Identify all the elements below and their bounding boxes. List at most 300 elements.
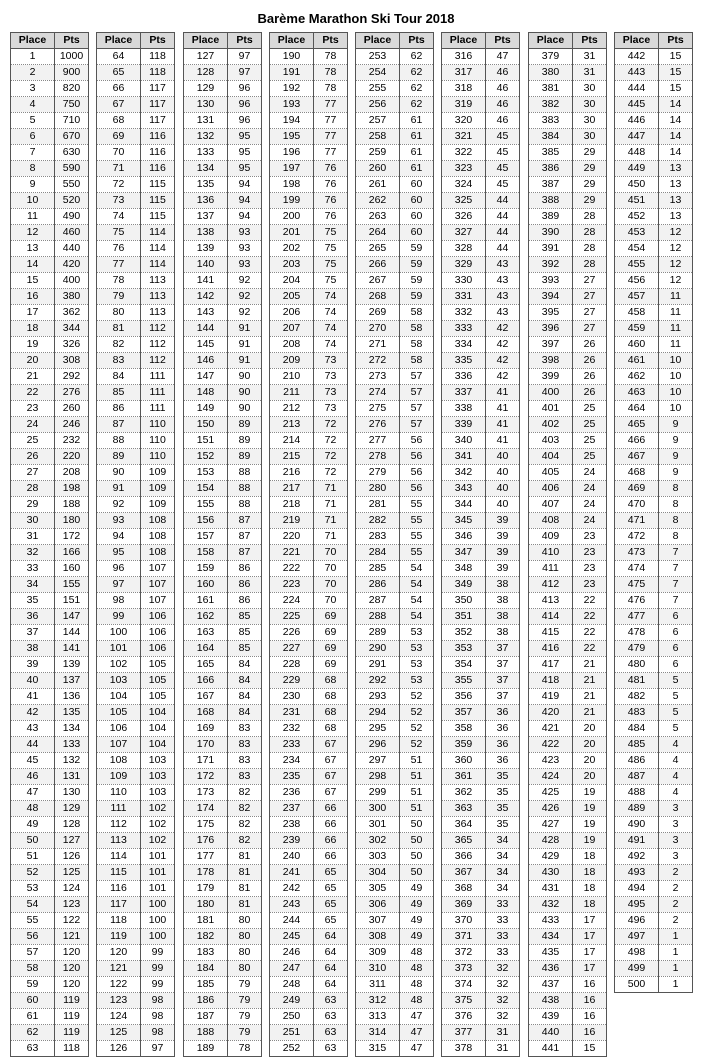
table-row xyxy=(97,657,175,673)
pts-cell: 9 xyxy=(659,465,693,481)
table-row xyxy=(11,657,89,673)
place-cell: 126 xyxy=(97,1041,141,1057)
place-cell: 392 xyxy=(529,257,573,273)
place-cell: 288 xyxy=(356,609,400,625)
pts-cell: 72 xyxy=(314,417,348,433)
pts-cell: 107 xyxy=(141,561,175,577)
pts-cell: 28 xyxy=(573,209,607,225)
place-cell: 349 xyxy=(442,577,486,593)
pts-cell: 50 xyxy=(400,849,434,865)
table-row xyxy=(97,1041,175,1057)
place-cell: 52 xyxy=(11,865,55,881)
place-cell: 371 xyxy=(442,929,486,945)
table-row xyxy=(270,673,348,689)
place-cell: 475 xyxy=(615,577,659,593)
points-table xyxy=(441,32,520,1057)
table-row xyxy=(270,769,348,785)
table-row xyxy=(529,625,607,641)
place-cell: 448 xyxy=(615,145,659,161)
place-cell: 134 xyxy=(184,161,228,177)
table-row xyxy=(184,641,262,657)
table-row xyxy=(442,737,520,753)
table-row xyxy=(184,737,262,753)
place-cell: 139 xyxy=(184,241,228,257)
pts-cell: 11 xyxy=(659,337,693,353)
pts-cell: 58 xyxy=(400,305,434,321)
place-cell: 440 xyxy=(529,1025,573,1041)
pts-cell: 91 xyxy=(228,337,262,353)
table-row xyxy=(356,385,434,401)
pts-cell: 52 xyxy=(400,737,434,753)
pts-cell: 111 xyxy=(141,401,175,417)
pts-cell: 11 xyxy=(659,305,693,321)
pts-cell: 99 xyxy=(141,977,175,993)
pts-cell: 35 xyxy=(486,785,520,801)
table-row xyxy=(356,577,434,593)
table-row xyxy=(442,801,520,817)
place-cell: 420 xyxy=(529,705,573,721)
table-column-group xyxy=(614,32,693,993)
place-cell: 19 xyxy=(11,337,55,353)
table-row xyxy=(270,705,348,721)
place-cell: 224 xyxy=(270,593,314,609)
pts-cell: 46 xyxy=(486,113,520,129)
table-row xyxy=(442,97,520,113)
table-row xyxy=(529,321,607,337)
pts-cell: 69 xyxy=(314,641,348,657)
place-cell: 306 xyxy=(356,897,400,913)
place-cell: 106 xyxy=(97,721,141,737)
pts-cell: 66 xyxy=(314,801,348,817)
place-cell: 66 xyxy=(97,81,141,97)
pts-cell: 344 xyxy=(55,321,89,337)
place-cell: 430 xyxy=(529,865,573,881)
place-cell: 81 xyxy=(97,321,141,337)
place-cell: 273 xyxy=(356,369,400,385)
table-row xyxy=(356,225,434,241)
pts-cell: 116 xyxy=(141,161,175,177)
table-row xyxy=(529,449,607,465)
pts-cell: 69 xyxy=(314,657,348,673)
pts-cell: 35 xyxy=(486,801,520,817)
table-row xyxy=(442,817,520,833)
table-row xyxy=(442,545,520,561)
pts-cell: 65 xyxy=(314,865,348,881)
pts-cell: 68 xyxy=(314,705,348,721)
pts-cell: 120 xyxy=(55,961,89,977)
place-cell: 209 xyxy=(270,353,314,369)
place-cell: 255 xyxy=(356,81,400,97)
place-cell: 488 xyxy=(615,785,659,801)
place-cell: 29 xyxy=(11,497,55,513)
table-row xyxy=(356,145,434,161)
table-row xyxy=(529,817,607,833)
table-row xyxy=(184,241,262,257)
pts-cell: 72 xyxy=(314,465,348,481)
place-cell: 482 xyxy=(615,689,659,705)
table-row xyxy=(97,241,175,257)
pts-cell: 84 xyxy=(228,705,262,721)
place-cell: 404 xyxy=(529,449,573,465)
place-cell: 83 xyxy=(97,353,141,369)
place-cell: 452 xyxy=(615,209,659,225)
place-cell: 425 xyxy=(529,785,573,801)
place-cell: 169 xyxy=(184,721,228,737)
pts-cell: 43 xyxy=(486,257,520,273)
place-cell: 424 xyxy=(529,769,573,785)
table-row xyxy=(11,497,89,513)
table-row xyxy=(615,321,693,337)
table-row xyxy=(97,97,175,113)
pts-cell: 54 xyxy=(400,609,434,625)
place-cell: 158 xyxy=(184,545,228,561)
pts-cell: 20 xyxy=(573,753,607,769)
place-cell: 202 xyxy=(270,241,314,257)
pts-cell: 127 xyxy=(55,833,89,849)
table-row xyxy=(270,897,348,913)
place-cell: 275 xyxy=(356,401,400,417)
pts-cell: 41 xyxy=(486,385,520,401)
table-row xyxy=(97,289,175,305)
place-cell: 297 xyxy=(356,753,400,769)
table-row xyxy=(615,673,693,689)
pts-cell: 84 xyxy=(228,673,262,689)
pts-cell: 15 xyxy=(659,81,693,97)
table-row xyxy=(270,1009,348,1025)
table-row xyxy=(356,609,434,625)
table-row xyxy=(356,737,434,753)
pts-cell: 70 xyxy=(314,577,348,593)
pts-cell: 9 xyxy=(659,417,693,433)
table-row xyxy=(529,913,607,929)
place-cell: 253 xyxy=(356,49,400,65)
place-cell: 326 xyxy=(442,209,486,225)
place-cell: 53 xyxy=(11,881,55,897)
pts-cell: 198 xyxy=(55,481,89,497)
table-row xyxy=(11,241,89,257)
place-cell: 7 xyxy=(11,145,55,161)
place-cell: 133 xyxy=(184,145,228,161)
table-row xyxy=(529,769,607,785)
table-row xyxy=(615,161,693,177)
table-row xyxy=(270,641,348,657)
place-cell: 477 xyxy=(615,609,659,625)
table-row xyxy=(356,977,434,993)
place-cell: 412 xyxy=(529,577,573,593)
table-row xyxy=(270,993,348,1009)
table-row xyxy=(356,769,434,785)
pts-cell: 15 xyxy=(573,1041,607,1057)
table-row xyxy=(11,1025,89,1041)
pts-cell: 89 xyxy=(228,417,262,433)
pts-cell: 51 xyxy=(400,801,434,817)
pts-cell: 62 xyxy=(400,81,434,97)
pts-cell: 10 xyxy=(659,369,693,385)
pts-cell: 28 xyxy=(573,225,607,241)
table-row xyxy=(442,513,520,529)
pts-cell: 107 xyxy=(141,577,175,593)
place-cell: 405 xyxy=(529,465,573,481)
pts-cell: 24 xyxy=(573,481,607,497)
table-row xyxy=(529,977,607,993)
table-row xyxy=(97,353,175,369)
pts-cell: 80 xyxy=(228,945,262,961)
pts-cell: 109 xyxy=(141,465,175,481)
table-row xyxy=(529,881,607,897)
pts-cell: 110 xyxy=(141,433,175,449)
place-cell: 466 xyxy=(615,433,659,449)
table-row xyxy=(615,801,693,817)
place-cell: 439 xyxy=(529,1009,573,1025)
pts-cell: 132 xyxy=(55,753,89,769)
pts-cell: 42 xyxy=(486,369,520,385)
pts-cell: 9 xyxy=(659,433,693,449)
pts-cell: 22 xyxy=(573,625,607,641)
table-row xyxy=(97,401,175,417)
table-row xyxy=(97,593,175,609)
place-cell: 494 xyxy=(615,881,659,897)
place-cell: 68 xyxy=(97,113,141,129)
table-row xyxy=(442,353,520,369)
table-row xyxy=(97,913,175,929)
place-cell: 239 xyxy=(270,833,314,849)
table-row xyxy=(184,817,262,833)
table-row xyxy=(442,81,520,97)
table-row xyxy=(615,705,693,721)
table-row xyxy=(270,913,348,929)
pts-cell: 29 xyxy=(573,177,607,193)
table-row xyxy=(615,65,693,81)
pts-cell: 105 xyxy=(141,689,175,705)
pts-cell: 172 xyxy=(55,529,89,545)
pts-cell: 37 xyxy=(486,689,520,705)
table-header-row xyxy=(184,33,262,49)
table-row xyxy=(184,177,262,193)
pts-cell: 60 xyxy=(400,193,434,209)
place-cell: 338 xyxy=(442,401,486,417)
place-cell: 270 xyxy=(356,321,400,337)
pts-cell: 51 xyxy=(400,769,434,785)
table-row xyxy=(270,481,348,497)
pts-cell: 109 xyxy=(141,497,175,513)
table-row xyxy=(356,289,434,305)
pts-cell: 20 xyxy=(573,721,607,737)
table-row xyxy=(184,65,262,81)
place-cell: 358 xyxy=(442,721,486,737)
pts-cell: 15 xyxy=(659,49,693,65)
place-cell: 171 xyxy=(184,753,228,769)
pts-cell: 42 xyxy=(486,321,520,337)
place-cell: 343 xyxy=(442,481,486,497)
place-cell: 165 xyxy=(184,657,228,673)
table-row xyxy=(184,369,262,385)
place-cell: 351 xyxy=(442,609,486,625)
place-cell: 383 xyxy=(529,113,573,129)
pts-cell: 9 xyxy=(659,449,693,465)
pts-cell: 53 xyxy=(400,625,434,641)
pts-cell: 40 xyxy=(486,449,520,465)
table-row xyxy=(270,849,348,865)
pts-cell: 220 xyxy=(55,449,89,465)
pts-cell: 83 xyxy=(228,721,262,737)
pts-cell: 69 xyxy=(314,625,348,641)
place-cell: 473 xyxy=(615,545,659,561)
place-cell: 191 xyxy=(270,65,314,81)
table-row xyxy=(529,369,607,385)
pts-cell: 2 xyxy=(659,881,693,897)
pts-cell: 3 xyxy=(659,849,693,865)
pts-cell: 8 xyxy=(659,497,693,513)
pts-cell: 326 xyxy=(55,337,89,353)
table-row xyxy=(356,849,434,865)
pts-cell: 65 xyxy=(314,881,348,897)
place-cell: 149 xyxy=(184,401,228,417)
table-row xyxy=(11,561,89,577)
points-table xyxy=(96,32,175,1057)
table-row xyxy=(442,145,520,161)
place-cell: 47 xyxy=(11,785,55,801)
table-column-group xyxy=(355,32,434,1057)
pts-cell: 5 xyxy=(659,689,693,705)
pts-cell: 99 xyxy=(141,945,175,961)
table-row xyxy=(615,49,693,65)
table-row xyxy=(11,801,89,817)
place-cell: 220 xyxy=(270,529,314,545)
pts-cell: 7 xyxy=(659,561,693,577)
place-cell: 421 xyxy=(529,721,573,737)
place-cell: 384 xyxy=(529,129,573,145)
pts-cell: 82 xyxy=(228,833,262,849)
table-row xyxy=(529,993,607,1009)
table-row xyxy=(356,257,434,273)
pts-cell: 108 xyxy=(141,529,175,545)
pts-cell: 14 xyxy=(659,129,693,145)
place-cell: 245 xyxy=(270,929,314,945)
pts-cell: 108 xyxy=(141,545,175,561)
place-cell: 56 xyxy=(11,929,55,945)
pts-cell: 93 xyxy=(228,241,262,257)
pts-cell: 3 xyxy=(659,817,693,833)
pts-cell: 8 xyxy=(659,529,693,545)
pts-cell: 65 xyxy=(314,897,348,913)
table-row xyxy=(529,193,607,209)
table-row xyxy=(529,257,607,273)
pts-cell: 3 xyxy=(659,833,693,849)
place-cell: 309 xyxy=(356,945,400,961)
place-cell: 241 xyxy=(270,865,314,881)
pts-cell: 80 xyxy=(228,913,262,929)
place-cell: 377 xyxy=(442,1025,486,1041)
pts-cell: 25 xyxy=(573,417,607,433)
pts-cell: 8 xyxy=(659,481,693,497)
place-cell: 441 xyxy=(529,1041,573,1057)
table-row xyxy=(529,1009,607,1025)
place-cell: 498 xyxy=(615,945,659,961)
place-cell: 123 xyxy=(97,993,141,1009)
table-row xyxy=(356,305,434,321)
pts-cell: 4 xyxy=(659,769,693,785)
table-row xyxy=(615,145,693,161)
pts-cell: 53 xyxy=(400,673,434,689)
place-cell: 223 xyxy=(270,577,314,593)
table-row xyxy=(270,977,348,993)
place-cell: 398 xyxy=(529,353,573,369)
table-row xyxy=(184,721,262,737)
table-row xyxy=(11,641,89,657)
pts-cell: 111 xyxy=(141,369,175,385)
table-row xyxy=(270,97,348,113)
place-cell: 292 xyxy=(356,673,400,689)
table-row xyxy=(11,193,89,209)
place-cell: 177 xyxy=(184,849,228,865)
place-cell: 329 xyxy=(442,257,486,273)
pts-cell: 17 xyxy=(573,929,607,945)
table-row xyxy=(184,1009,262,1025)
pts-cell: 90 xyxy=(228,385,262,401)
pts-cell: 25 xyxy=(573,401,607,417)
table-row xyxy=(11,225,89,241)
place-cell: 317 xyxy=(442,65,486,81)
table-row xyxy=(11,769,89,785)
table-row xyxy=(442,497,520,513)
place-cell: 110 xyxy=(97,785,141,801)
pts-cell: 35 xyxy=(486,817,520,833)
pts-cell: 5 xyxy=(659,721,693,737)
place-cell: 173 xyxy=(184,785,228,801)
place-cell: 257 xyxy=(356,113,400,129)
pts-cell: 11 xyxy=(659,321,693,337)
place-cell: 117 xyxy=(97,897,141,913)
table-row xyxy=(270,49,348,65)
place-cell: 261 xyxy=(356,177,400,193)
place-cell: 474 xyxy=(615,561,659,577)
pts-cell: 144 xyxy=(55,625,89,641)
pts-cell: 37 xyxy=(486,657,520,673)
pts-cell: 61 xyxy=(400,145,434,161)
pts-cell: 115 xyxy=(141,209,175,225)
pts-cell: 75 xyxy=(314,257,348,273)
table-row xyxy=(615,289,693,305)
pts-cell: 25 xyxy=(573,449,607,465)
pts-cell: 101 xyxy=(141,865,175,881)
table-row xyxy=(615,497,693,513)
table-row xyxy=(97,305,175,321)
table-row xyxy=(11,513,89,529)
place-cell: 231 xyxy=(270,705,314,721)
place-cell: 23 xyxy=(11,401,55,417)
table-row xyxy=(615,785,693,801)
pts-cell: 15 xyxy=(659,65,693,81)
place-cell: 284 xyxy=(356,545,400,561)
table-row xyxy=(184,49,262,65)
place-cell: 294 xyxy=(356,705,400,721)
place-cell: 348 xyxy=(442,561,486,577)
place-cell: 100 xyxy=(97,625,141,641)
table-row xyxy=(615,513,693,529)
table-row xyxy=(11,337,89,353)
table-row xyxy=(270,785,348,801)
pts-cell: 47 xyxy=(486,49,520,65)
pts-cell: 44 xyxy=(486,241,520,257)
pts-cell: 18 xyxy=(573,849,607,865)
place-cell: 353 xyxy=(442,641,486,657)
header-place: Place xyxy=(11,33,55,49)
place-cell: 104 xyxy=(97,689,141,705)
pts-cell: 19 xyxy=(573,833,607,849)
pts-cell: 36 xyxy=(486,753,520,769)
table-row xyxy=(356,673,434,689)
pts-cell: 68 xyxy=(314,689,348,705)
